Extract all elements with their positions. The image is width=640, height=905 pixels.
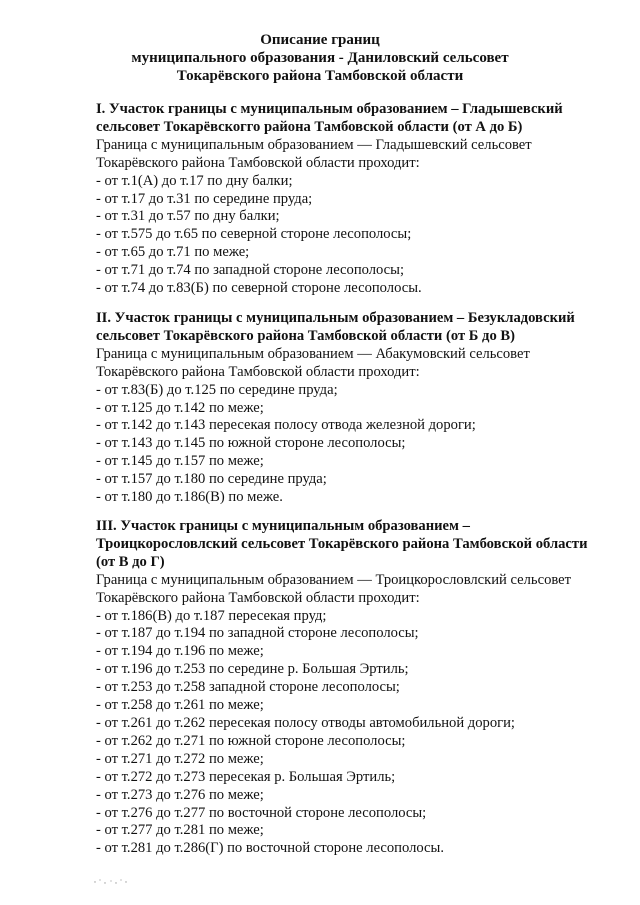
boundary-item: - от т.142 до т.143 пересекая полосу отвода железной дороги;: [96, 417, 476, 434]
boundary-item: - от т.74 до т.83(Б) по северной стороне лесополосы.: [96, 280, 422, 297]
intro-line: Граница с муниципальным образованием — Троицкорословлский сельсовет: [96, 571, 572, 588]
heading-line: I. Участок границы с муниципальным образованием – Гладышевский: [96, 101, 563, 117]
boundary-item: - от т.272 до т.273 пересекая р. Большая Эртиль;: [96, 768, 396, 785]
heading-line: (от В до Г): [96, 553, 165, 570]
boundary-item: - от т.262 до т.271 по южной стороне лесополосы;: [96, 732, 406, 749]
boundary-item: - от т.157 до т.180 по середине пруда;: [96, 471, 327, 488]
boundary-item: - от т.187 до т.194 по западной стороне лесополосы;: [96, 625, 419, 642]
boundary-item: - от т.273 до т.276 по меже;: [96, 786, 264, 803]
boundary-item: - от т.261 до т.262 пересекая полосу отводы автомобильной дороги;: [96, 714, 515, 731]
boundary-item: - от т.271 до т.272 по меже;: [96, 750, 264, 767]
boundary-item: - от т.145 до т.157 по меже;: [96, 453, 264, 470]
heading-line: Троицкорословлский сельсовет Токарёвского района Тамбовской области: [96, 535, 588, 552]
boundary-item: - от т.258 до т.261 по меже;: [96, 697, 264, 714]
title-line: Токарёвского района Тамбовской области: [176, 68, 464, 84]
heading-line: сельсовет Токарёвскогго района Тамбовской области (от А до Б): [96, 118, 523, 135]
intro-line: Токарёвского района Тамбовской области проходит:: [96, 154, 420, 171]
section-intro: [96, 572, 616, 608]
boundary-item: - от т.253 до т.258 западной стороне лесополосы;: [96, 679, 400, 696]
intro-line: Токарёвского района Тамбовской области проходит:: [96, 589, 420, 606]
section-1: [96, 101, 616, 298]
intro-line: Граница с муниципальным образованием — Гладышевский сельсовет: [96, 136, 532, 153]
boundary-item: - от т.277 до т.281 по меже;: [96, 822, 264, 839]
boundary-item: - от т.71 до т.74 по западной стороне лесополосы;: [96, 262, 405, 279]
boundary-item: - от т.65 до т.71 по меже;: [96, 244, 250, 261]
section-2: [96, 310, 616, 507]
boundary-item: - от т.31 до т.57 по дну балки;: [96, 208, 280, 225]
heading-line: сельсовет Токарёвского района Тамбовской области (от Б до В): [96, 327, 515, 344]
section-heading: [96, 518, 616, 572]
boundary-item: - от т.1(А) до т.17 по дну балки;: [96, 172, 293, 189]
boundary-item: - от т.125 до т.142 по меже;: [96, 399, 264, 416]
boundary-item: - от т.575 до т.65 по северной стороне лесополосы;: [96, 226, 412, 243]
boundary-item: - от т.17 до т.31 по середине пруда;: [96, 190, 313, 207]
boundary-item: - от т.281 до т.286(Г) по восточной стороне лесополосы.: [96, 840, 444, 857]
section-intro: [96, 346, 616, 382]
boundary-item: - от т.143 до т.145 по южной стороне лесополосы;: [96, 435, 406, 452]
heading-line: II. Участок границы с муниципальным образованием – Безукладовский: [96, 310, 575, 326]
boundary-item: - от т.180 до т.186(В) по меже.: [96, 489, 283, 506]
document-title: [0, 31, 640, 85]
intro-line: Граница с муниципальным образованием — Абакумовский сельсовет: [96, 345, 530, 362]
section-intro: [96, 137, 616, 173]
heading-line: III. Участок границы с муниципальным образованием –: [96, 518, 470, 534]
section-3: [96, 518, 616, 858]
boundary-item: - от т.194 до т.196 по меже;: [96, 643, 264, 660]
section-heading: [96, 310, 616, 346]
boundary-item: - от т.186(В) до т.187 пересекая пруд;: [96, 607, 327, 624]
scan-speckle-mark: [92, 876, 130, 888]
intro-line: Токарёвского района Тамбовской области проходит:: [96, 363, 420, 380]
boundary-item: - от т.196 до т.253 по середине р. Большая Эртиль;: [96, 661, 409, 678]
title-line: муниципального образования - Даниловский сельсовет: [131, 50, 509, 66]
boundary-item: - от т.83(Б) до т.125 по середине пруда;: [96, 381, 338, 398]
boundary-item: - от т.276 до т.277 по восточной стороне лесополосы;: [96, 804, 427, 821]
title-line: Описание границ: [260, 32, 380, 48]
section-heading: [96, 101, 616, 137]
